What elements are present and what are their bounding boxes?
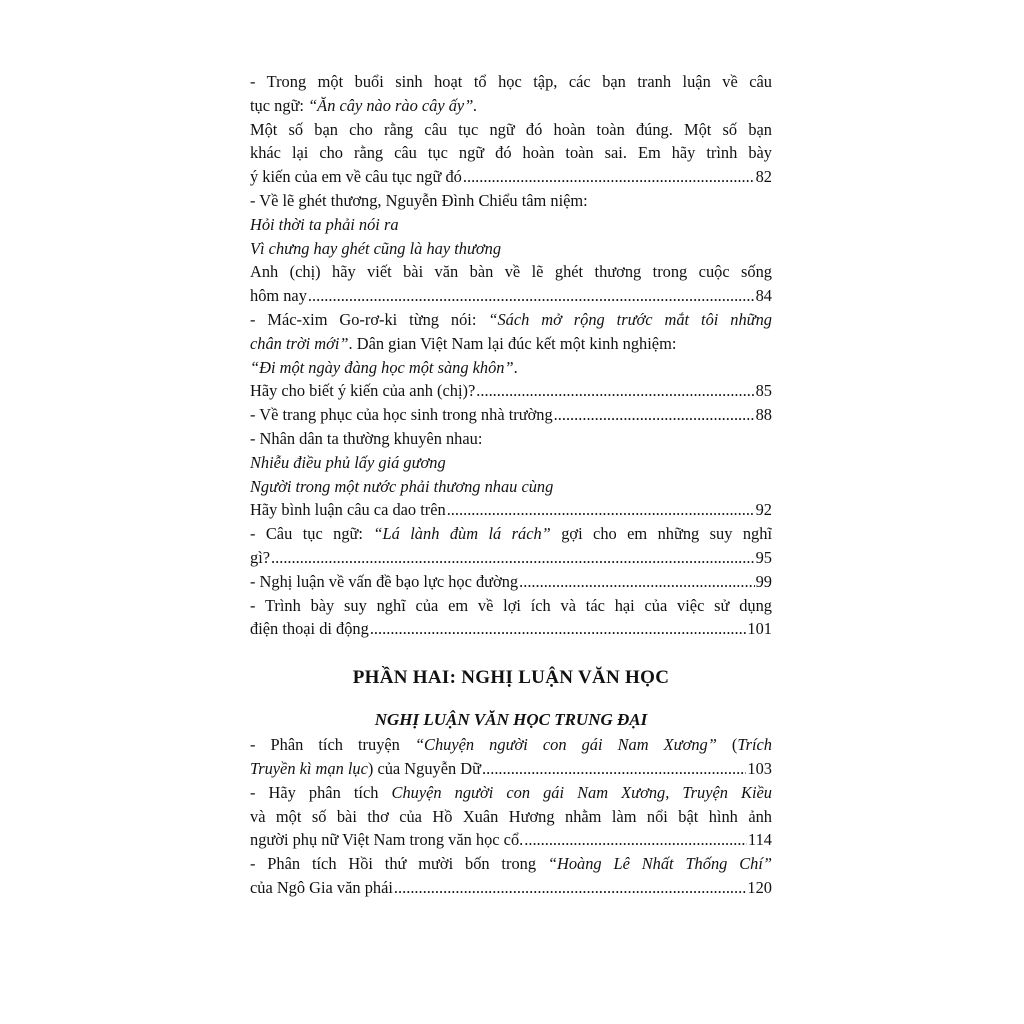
toc-entry-link[interactable] [250, 498, 772, 522]
toc-entry-line [250, 852, 772, 876]
toc-entry-line [250, 260, 772, 284]
toc-text: khác lại cho rằng câu tục ngữ đó hoàn toàn sai. Em hãy trình bày [250, 143, 772, 163]
toc-text: và một số bài thơ của Hồ Xuân Hương nhằm làm nổi bật hình ảnh [250, 806, 772, 826]
subsection-heading: NGHỊ LUẬN VĂN HỌC TRUNG ĐẠI [374, 710, 648, 730]
toc-verse: Nhiễu điều phủ lấy giá gương [250, 452, 446, 472]
dot-leader [463, 165, 755, 189]
toc-quote: “Ăn cây nào rào cây ấy”. [308, 95, 478, 115]
toc-text: Hãy bình luận câu ca dao trên [250, 500, 446, 520]
dot-leader [370, 617, 747, 641]
toc-entry-link[interactable] [250, 546, 772, 570]
toc-text: - Về lẽ ghét thương, Nguyễn Đình Chiểu tâm niệm: [250, 190, 588, 210]
page-number: 85 [755, 381, 772, 401]
toc-text: . [513, 357, 518, 377]
toc-entry-line [250, 522, 772, 546]
dot-leader [447, 498, 755, 522]
toc-entry-link[interactable] [250, 617, 772, 641]
toc-verse-line [250, 237, 772, 261]
page-number: 82 [755, 167, 772, 187]
toc-entry-line [250, 70, 772, 94]
toc-entry-line [250, 733, 772, 757]
toc-quote: chân trời mới” [250, 333, 349, 353]
toc-quote: “Chuyện người con gái Nam Xương” [414, 735, 717, 755]
page-number: 92 [755, 500, 772, 520]
dot-leader [524, 828, 747, 852]
toc-entry-line [250, 189, 772, 213]
toc-entry-line [250, 427, 772, 451]
page-number: 120 [747, 877, 772, 897]
toc-text: - Về trang phục của học sinh trong nhà trường [250, 405, 553, 425]
toc-text: . Dân gian Việt Nam lại đúc kết một kinh nghiệm: [348, 333, 677, 353]
toc-entry-line [250, 356, 772, 380]
toc-entry-line [250, 141, 772, 165]
toc-text: - Phân tích Hồi thứ mười bốn trong [250, 854, 548, 874]
toc-text: của Ngô Gia văn phái [250, 877, 393, 897]
toc-verse-line [250, 451, 772, 475]
toc-quote: “Sách mở rộng trước mắt tôi những [488, 309, 772, 329]
toc-entry-line [250, 94, 772, 118]
dot-leader [482, 757, 746, 781]
toc-quote: “Đi một ngày đàng học một sàng khôn” [250, 357, 514, 377]
toc-quote: “Hoàng Lê Nhất Thống Chí” [547, 854, 772, 874]
toc-text: - Nghị luận về vấn đề bạo lực học đường [250, 571, 519, 591]
toc-text: - Phân tích truyện [250, 735, 415, 755]
toc-entry-link[interactable] [250, 570, 772, 594]
toc-text: - Hãy phân tích [250, 782, 392, 802]
toc-entry-line [250, 118, 772, 142]
toc-entry-line [250, 308, 772, 332]
toc-entry-link[interactable] [250, 757, 772, 781]
page-number: 114 [748, 830, 772, 850]
toc-entry-line [250, 781, 772, 805]
toc-text: Anh (chị) hãy viết bài văn bàn về lẽ ghét thương trong cuộc sống [250, 262, 772, 282]
toc-entry-link[interactable] [250, 828, 772, 852]
toc-verse: Người trong một nước phải thương nhau cùng [250, 476, 554, 496]
toc-text: - Trong một buổi sinh hoạt tổ học tập, các bạn tranh luận về câu [250, 72, 772, 91]
dot-leader [476, 379, 754, 403]
toc-text: ( [716, 735, 738, 755]
toc-verse-line [250, 213, 772, 237]
toc-text: ) của Nguyễn Dữ [367, 758, 482, 778]
toc-entry-line [250, 332, 772, 356]
toc-text: - Mác-xim Go-rơ-ki từng nói: [250, 309, 489, 329]
toc-text: gợi cho em những suy nghĩ [550, 524, 772, 544]
toc-text: - Câu tục ngữ: [250, 524, 374, 544]
toc-text: điện thoại di động [250, 619, 369, 639]
toc-text: tục ngữ: [250, 95, 309, 115]
toc-entry-link[interactable] [250, 403, 772, 427]
toc-text: Một số bạn cho rằng câu tục ngữ đó hoàn toàn đúng. Một số bạn [250, 119, 772, 139]
toc-verse: Hỏi thời ta phải nói ra [250, 214, 399, 234]
toc-quote: Trích [737, 735, 772, 755]
toc-quote: “Lá lành đùm lá rách” [373, 524, 551, 544]
toc-text: ý kiến của em về câu tục ngữ đó [250, 167, 462, 187]
toc-entry-link[interactable] [250, 876, 772, 900]
toc-entry-link[interactable] [250, 284, 772, 308]
toc-quote: Chuyện người con gái Nam Xương, Truyện Kiều [391, 782, 772, 802]
page-number: 99 [755, 571, 772, 591]
dot-leader [394, 876, 746, 900]
toc-text: Hãy cho biết ý kiến của anh (chị)? [250, 381, 476, 401]
toc-verse-line [250, 475, 772, 499]
toc-text: - Trình bày suy nghĩ của em về lợi ích và tác hại của việc sử dụng [250, 595, 772, 615]
toc-verse: Vì chưng hay ghét cũng là hay thương [250, 238, 502, 258]
toc-entry-link[interactable] [250, 165, 772, 189]
toc-entry-line [250, 594, 772, 618]
dot-leader [271, 546, 755, 570]
dot-leader [519, 570, 754, 594]
page-number: 84 [755, 286, 772, 306]
page-number: 88 [755, 405, 772, 425]
toc-quote: Truyền kì mạn lục [250, 758, 368, 778]
toc-text: hôm nay [250, 286, 307, 306]
page-number: 103 [747, 758, 772, 778]
toc-entry-line [250, 805, 772, 829]
toc-text: người phụ nữ Việt Nam trong văn học cổ. [250, 830, 524, 850]
toc-text: gì? [250, 547, 271, 567]
toc-entry-link[interactable] [250, 379, 772, 403]
page-number: 101 [747, 619, 772, 639]
section-heading: PHẦN HAI: NGHỊ LUẬN VĂN HỌC [352, 667, 670, 689]
table-of-contents-page [250, 70, 772, 900]
dot-leader [554, 403, 755, 427]
toc-text: - Nhân dân ta thường khuyên nhau: [250, 428, 483, 448]
page-number: 95 [755, 547, 772, 567]
dot-leader [308, 284, 755, 308]
